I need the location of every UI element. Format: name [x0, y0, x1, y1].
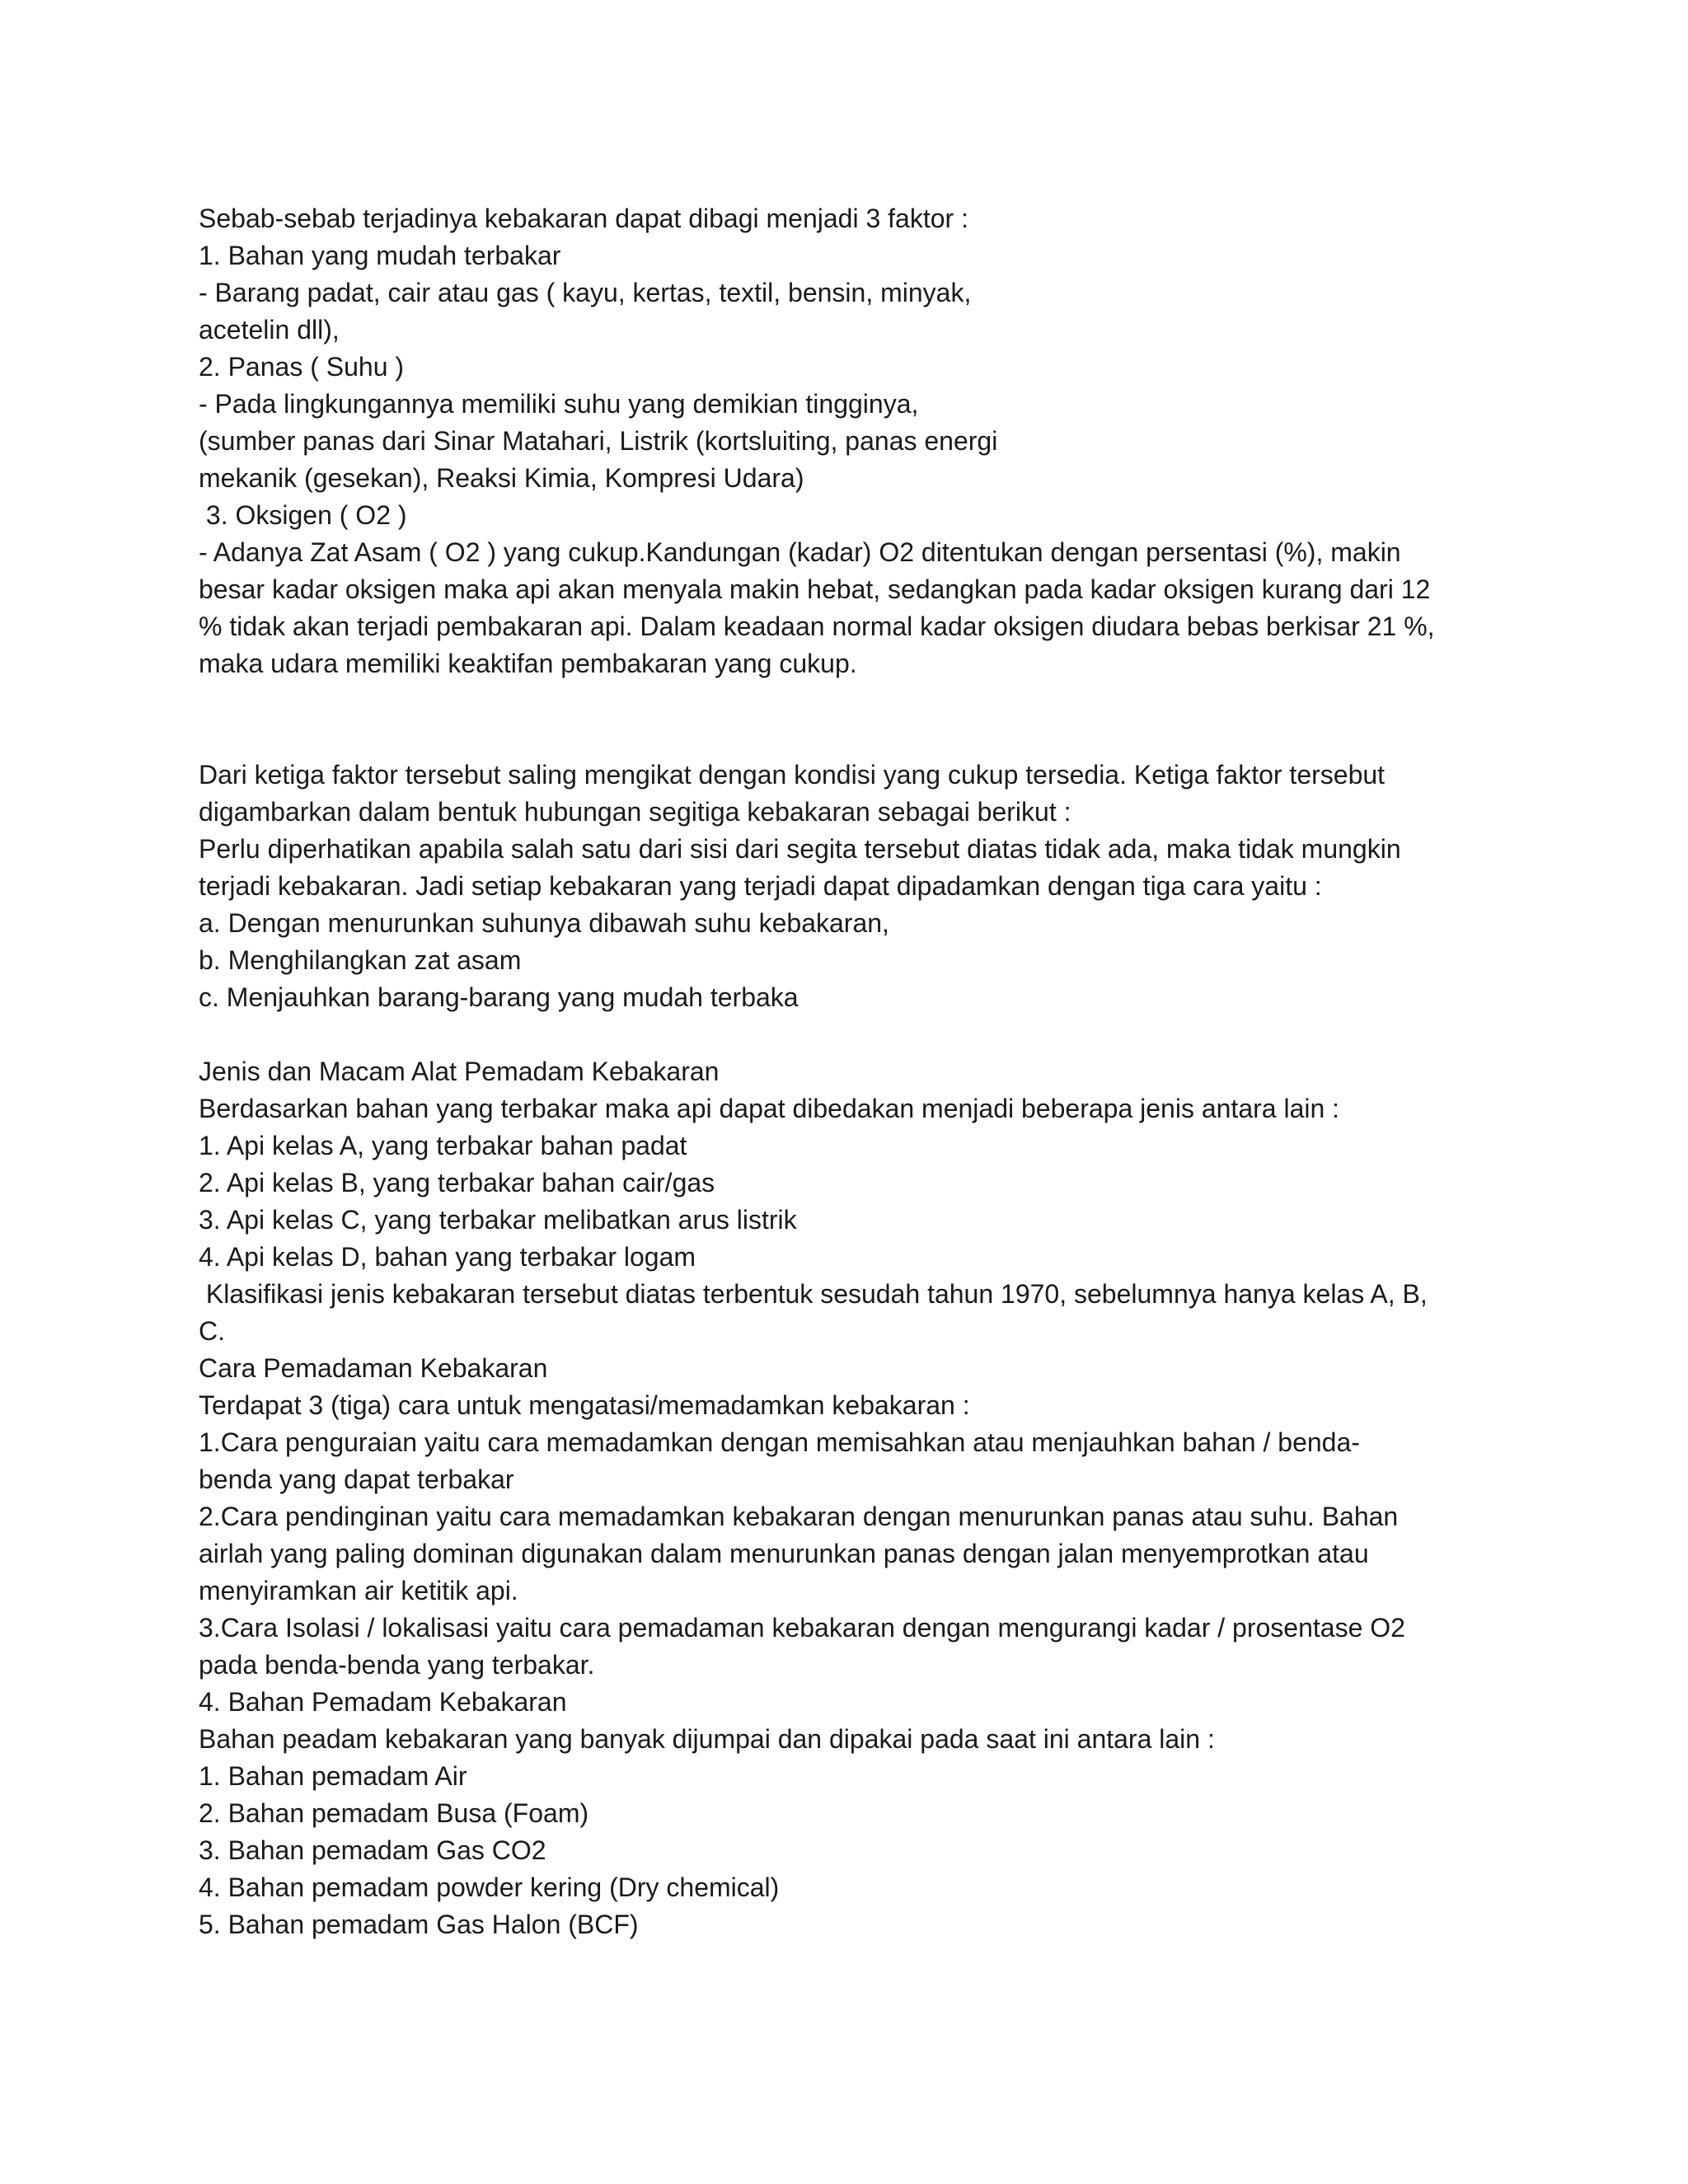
- text-line: 2. Bahan pemadam Busa (Foam): [199, 1798, 589, 1828]
- text-line: acetelin dll),: [199, 315, 340, 344]
- text-line: Klasifikasi jenis kebakaran tersebut diatas terbentuk sesudah tahun 1970, sebelumnya hanya kelas A, B,: [199, 1279, 1428, 1309]
- text-line: Berdasarkan bahan yang terbakar maka api dapat dibedakan menjadi beberapa jenis antara lain :: [199, 1094, 1340, 1123]
- text-line: 4. Api kelas D, bahan yang terbakar logam: [199, 1242, 696, 1272]
- text-line: maka udara memiliki keaktifan pembakaran yang cukup.: [199, 649, 857, 678]
- text-line: - Barang padat, cair atau gas ( kayu, kertas, textil, bensin, minyak,: [199, 278, 972, 307]
- paragraph-gap: [199, 1016, 1501, 1053]
- section-extinguisher-types: [199, 1053, 1501, 1943]
- section-fire-causes: [199, 200, 1501, 682]
- text-line: 2. Panas ( Suhu ): [199, 352, 405, 382]
- text-line: 3. Oksigen ( O2 ): [199, 500, 407, 530]
- text-line: % tidak akan terjadi pembakaran api. Dalam keadaan normal kadar oksigen diudara bebas berkisar 21 %,: [199, 612, 1435, 641]
- text-line: - Adanya Zat Asam ( O2 ) yang cukup.Kandungan (kadar) O2 ditentukan dengan persentasi (%), makin: [199, 537, 1401, 567]
- text-line: terjadi kebakaran. Jadi setiap kebakaran yang terjadi dapat dipadamkan dengan tiga cara yaitu :: [199, 871, 1322, 901]
- text-line: digambarkan dalam bentuk hubungan segitiga kebakaran sebagai berikut :: [199, 797, 1071, 827]
- text-line: 3. Bahan pemadam Gas CO2: [199, 1835, 546, 1865]
- text-line: 5. Bahan pemadam Gas Halon (BCF): [199, 1910, 639, 1939]
- text-line: 1. Api kelas A, yang terbakar bahan padat: [199, 1131, 687, 1160]
- text-line: 2. Api kelas B, yang terbakar bahan cair/gas: [199, 1168, 715, 1197]
- text-line: 3. Api kelas C, yang terbakar melibatkan arus listrik: [199, 1205, 797, 1235]
- text-line: 2.Cara pendinginan yaitu cara memadamkan kebakaran dengan menurunkan panas atau suhu. Bahan: [199, 1502, 1399, 1531]
- text-line: benda yang dapat terbakar: [199, 1465, 514, 1494]
- text-line: 1. Bahan yang mudah terbakar: [199, 241, 561, 270]
- text-line: menyiramkan air ketitik api.: [199, 1576, 518, 1605]
- text-line: Perlu diperhatikan apabila salah satu dari sisi dari segita tersebut diatas tidak ada, maka tidak mungkin: [199, 834, 1401, 864]
- text-line: Dari ketiga faktor tersebut saling mengikat dengan kondisi yang cukup tersedia. Ketiga faktor tersebut: [199, 760, 1386, 790]
- section-heading: Jenis dan Macam Alat Pemadam Kebakaran: [199, 1057, 720, 1086]
- text-line: Terdapat 3 (tiga) cara untuk mengatasi/memadamkan kebakaran :: [199, 1390, 970, 1420]
- text-line: pada benda-benda yang terbakar.: [199, 1650, 595, 1680]
- text-line: b. Menghilangkan zat asam: [199, 945, 522, 975]
- text-line: Bahan peadam kebakaran yang banyak dijumpai dan dipakai pada saat ini antara lain :: [199, 1724, 1215, 1754]
- text-line: 1. Bahan pemadam Air: [199, 1761, 467, 1791]
- text-line: 4. Bahan Pemadam Kebakaran: [199, 1687, 567, 1717]
- text-line: 3.Cara Isolasi / lokalisasi yaitu cara pemadaman kebakaran dengan mengurangi kadar / prosentase O2: [199, 1613, 1405, 1643]
- document-body: [199, 200, 1501, 1943]
- text-line: besar kadar oksigen maka api akan menyala makin hebat, sedangkan pada kadar oksigen kurang dari 12: [199, 574, 1431, 604]
- text-line: c. Menjauhkan barang-barang yang mudah terbaka: [199, 982, 799, 1012]
- text-line: airlah yang paling dominan digunakan dalam menurunkan panas dengan jalan menyemprotkan atau: [199, 1539, 1369, 1568]
- text-line: mekanik (gesekan), Reaksi Kimia, Kompresi Udara): [199, 463, 804, 493]
- text-line: (sumber panas dari Sinar Matahari, Listrik (kortsluiting, panas energi: [199, 426, 998, 456]
- paragraph-gap: [199, 682, 1501, 757]
- text-line: C.: [199, 1316, 225, 1346]
- section-fire-triangle: [199, 757, 1501, 1016]
- text-line: 4. Bahan pemadam powder kering (Dry chemical): [199, 1872, 780, 1902]
- text-line: a. Dengan menurunkan suhunya dibawah suhu kebakaran,: [199, 908, 889, 938]
- text-line: - Pada lingkungannya memiliki suhu yang demikian tingginya,: [199, 389, 919, 419]
- text-line: 1.Cara penguraian yaitu cara memadamkan dengan memisahkan atau menjauhkan bahan / benda-: [199, 1427, 1360, 1457]
- section-heading: Cara Pemadaman Kebakaran: [199, 1353, 548, 1383]
- text-line: Sebab-sebab terjadinya kebakaran dapat dibagi menjadi 3 faktor :: [199, 204, 968, 233]
